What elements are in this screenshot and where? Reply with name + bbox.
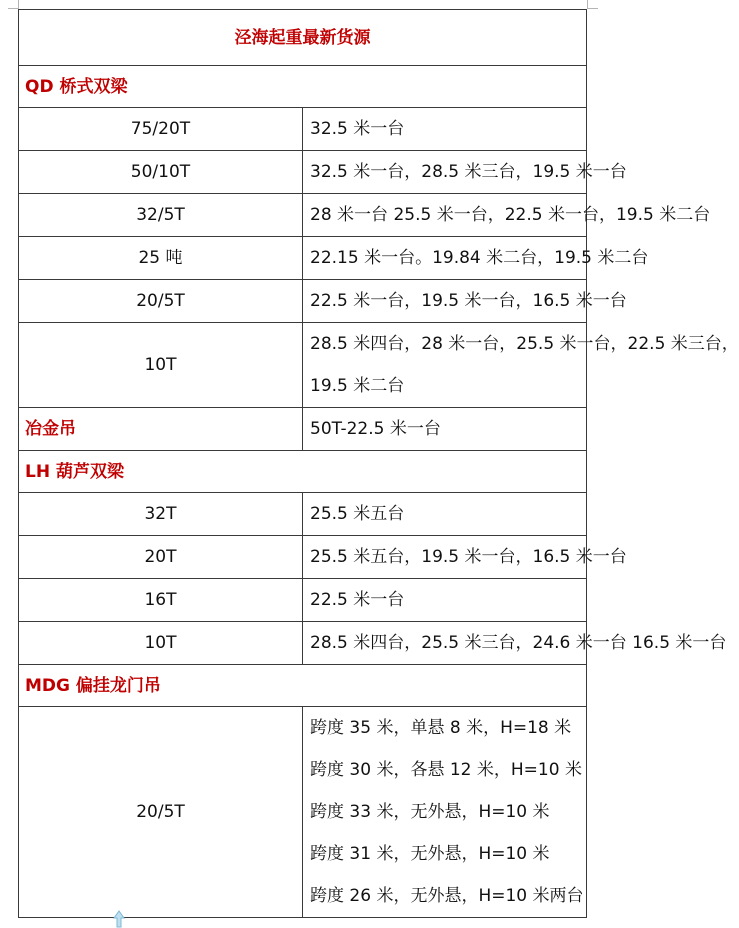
model-cell: 75/20T (19, 108, 303, 151)
section-row (19, 66, 587, 108)
table-row (19, 194, 587, 237)
stock-line: 跨度 35 米，单悬 8 米，H=18 米 (310, 718, 572, 738)
table-row (19, 323, 587, 408)
table-row (19, 151, 587, 194)
model-cell: 32/5T (19, 194, 303, 237)
stock-cell (303, 151, 627, 194)
stock-cell (303, 493, 587, 536)
stock-line: 28.5 米四台，28 米一台，25.5 米一台，22.5 米三台， (310, 334, 739, 354)
table-row (19, 622, 587, 665)
stock-line: 跨度 33 米，无外悬，H=10 米 (310, 802, 550, 822)
stock-cell (303, 408, 587, 451)
stock-line: 跨度 30 米，各悬 12 米，H=10 米 (310, 760, 582, 780)
model-cell: 32T (19, 493, 303, 536)
stock-cell (303, 536, 627, 579)
stock-line: 19.5 米二台 (310, 376, 405, 396)
stock-line: 28 米一台 25.5 米一台，22.5 米一台，19.5 米二台 (310, 205, 711, 225)
model-cell: 20/5T (19, 280, 303, 323)
section-row (19, 665, 587, 707)
title-row (19, 10, 587, 66)
table-row (19, 408, 587, 451)
stock-line: 32.5 米一台，28.5 米三台，19.5 米一台 (310, 162, 627, 182)
stock-cell (303, 237, 649, 280)
stock-cell (303, 579, 587, 622)
stock-cell (303, 323, 739, 408)
table-row (19, 108, 587, 151)
stock-line: 跨度 26 米，无外悬，H=10 米两台 (310, 886, 584, 906)
stock-line: 32.5 米一台 (310, 119, 405, 139)
table-row (19, 280, 587, 323)
section-heading: LH 葫芦双梁 (19, 451, 587, 493)
table-title: 泾海起重最新货源 (19, 10, 587, 66)
stock-cell (303, 108, 587, 151)
stock-line: 22.5 米一台，19.5 米一台，16.5 米一台 (310, 291, 627, 311)
stock-cell (303, 194, 711, 237)
stock-line: 跨度 31 米，无外悬，H=10 米 (310, 844, 550, 864)
model-cell: 16T (19, 579, 303, 622)
table-row (19, 237, 587, 280)
stock-line: 22.15 米一台。19.84 米二台，19.5 米二台 (310, 248, 649, 268)
stock-cell (303, 707, 587, 918)
table-row (19, 579, 587, 622)
stock-line: 50T-22.5 米一台 (310, 419, 441, 439)
stock-line: 22.5 米一台 (310, 590, 405, 610)
table-row (19, 707, 587, 918)
model-cell: 10T (19, 323, 303, 408)
text-cursor-icon (112, 910, 126, 928)
inventory-table (18, 9, 739, 918)
stock-cell (303, 280, 627, 323)
model-cell: 20/5T (19, 707, 303, 918)
stock-line: 25.5 米五台 (310, 504, 405, 524)
page-corner-mark-right (587, 0, 598, 9)
model-cell: 50/10T (19, 151, 303, 194)
page-corner-mark-left (8, 0, 19, 9)
model-cell: 20T (19, 536, 303, 579)
stock-cell (303, 622, 727, 665)
table-row (19, 493, 587, 536)
model-cell: 25 吨 (19, 237, 303, 280)
section-row (19, 451, 587, 493)
stock-line: 25.5 米五台，19.5 米一台，16.5 米一台 (310, 547, 627, 567)
model-cell: 10T (19, 622, 303, 665)
section-heading: MDG 偏挂龙门吊 (19, 665, 587, 707)
section-heading: 冶金吊 (19, 408, 303, 451)
section-heading: QD 桥式双梁 (19, 66, 587, 108)
stock-line: 28.5 米四台，25.5 米三台，24.6 米一台 16.5 米一台 (310, 633, 727, 653)
table-row (19, 536, 587, 579)
